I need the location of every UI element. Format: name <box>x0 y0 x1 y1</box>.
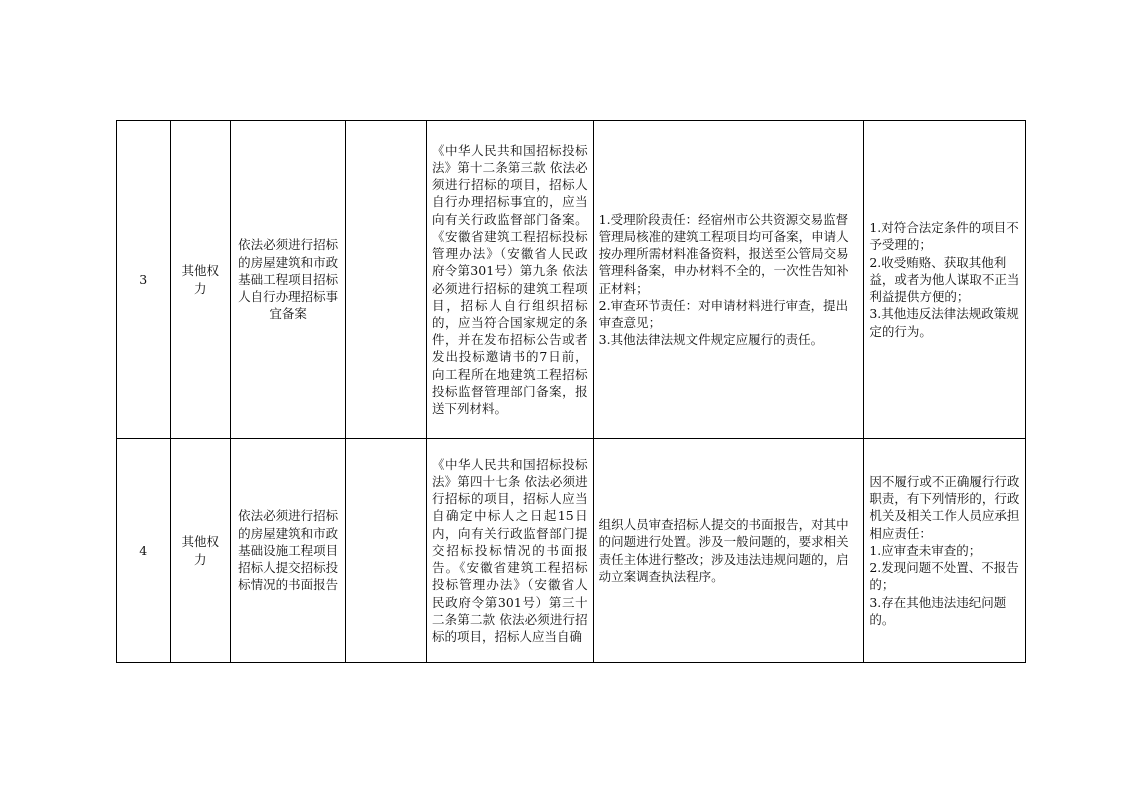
accountability-item: 2.收受贿赂、获取其他利益，或者为他人谋取不正当利益提供方便的； <box>869 254 1020 305</box>
legal-basis: 《中华人民共和国招标投标法》第四十七条 依法必须进行招标的项目，招标人应当自确定中标人之日起15日内，向有关行政监督部门提交招标投标情况的书面报告。《安徽省建筑工程招标投标管理办法》（安徽省人民政府令第301号）第三十二条第二款 依法必须进行招标的项目，招标人应当自确 <box>427 439 594 663</box>
row-number: 3 <box>117 121 171 439</box>
power-name: 依法必须进行招标的房屋建筑和市政基础设施工程项目招标人提交招标投标情况的书面报告 <box>231 439 346 663</box>
legal-basis: 《中华人民共和国招标投标法》第十二条第三款 依法必须进行招标的项目，招标人自行办理招标事宜的，应当向有关行政监督部门备案。《安徽省建筑工程招标投标管理办法》（安徽省人民政府令第301号）第九条 依法必须进行招标的建筑工程项目，招标人自行组织招标的，应当符合国家规定的条件，并在发布招标公告或者发出投标邀请书的7日前，向工程所在地建筑工程招标投标监督管理部门备案，报送下列材料。 <box>427 121 594 439</box>
table-row <box>117 121 1026 439</box>
sub-item-cell <box>346 121 427 439</box>
power-name: 依法必须进行招标的房屋建筑和市政基础工程项目招标人自行办理招标事宜备案 <box>231 121 346 439</box>
accountability-item: 3.存在其他违法违纪问题的。 <box>869 594 1007 627</box>
duty-cell <box>593 439 864 663</box>
accountability-item: 1.对符合法定条件的项目不予受理的； <box>869 220 1019 253</box>
duty-item: 组织人员审查招标人提交的书面报告，对其中的问题进行处置。涉及一般问题的，要求相关责任主体进行整改；涉及违法违规问题的，启动立案调查执法程序。 <box>598 517 849 584</box>
accountability-item: 1.应审查未审查的； <box>869 542 982 558</box>
accountability-cell <box>864 439 1026 663</box>
power-list-table <box>116 120 1026 663</box>
row-number: 4 <box>117 439 171 663</box>
duty-item: 1.受理阶段责任：经宿州市公共资源交易监督管理局核准的建筑工程项目均可备案，申请人按办理所需材料准备资料，报送至公管局交易管理科备案，申办材料不全的，一次性告知补正材料； <box>598 211 849 296</box>
power-category: 其他权力 <box>170 439 231 663</box>
table-row <box>117 439 1026 663</box>
duty-cell <box>593 121 864 439</box>
accountability-cell <box>864 121 1026 439</box>
duty-item: 2.审查环节责任：对申请材料进行审查，提出审查意见； <box>598 297 849 330</box>
duty-item: 3.其他法律法规文件规定应履行的责任。 <box>598 332 824 348</box>
sub-item-cell <box>346 439 427 663</box>
power-category: 其他权力 <box>170 121 231 439</box>
accountability-item: 因不履行或不正确履行行政职责，有下列情形的，行政机关及相关工作人员应承担相应责任： <box>869 474 1020 541</box>
accountability-item: 3.其他违反法律法规政策规定的行为。 <box>869 306 1019 339</box>
accountability-item: 2.发现问题不处置、不报告的； <box>869 560 1019 593</box>
